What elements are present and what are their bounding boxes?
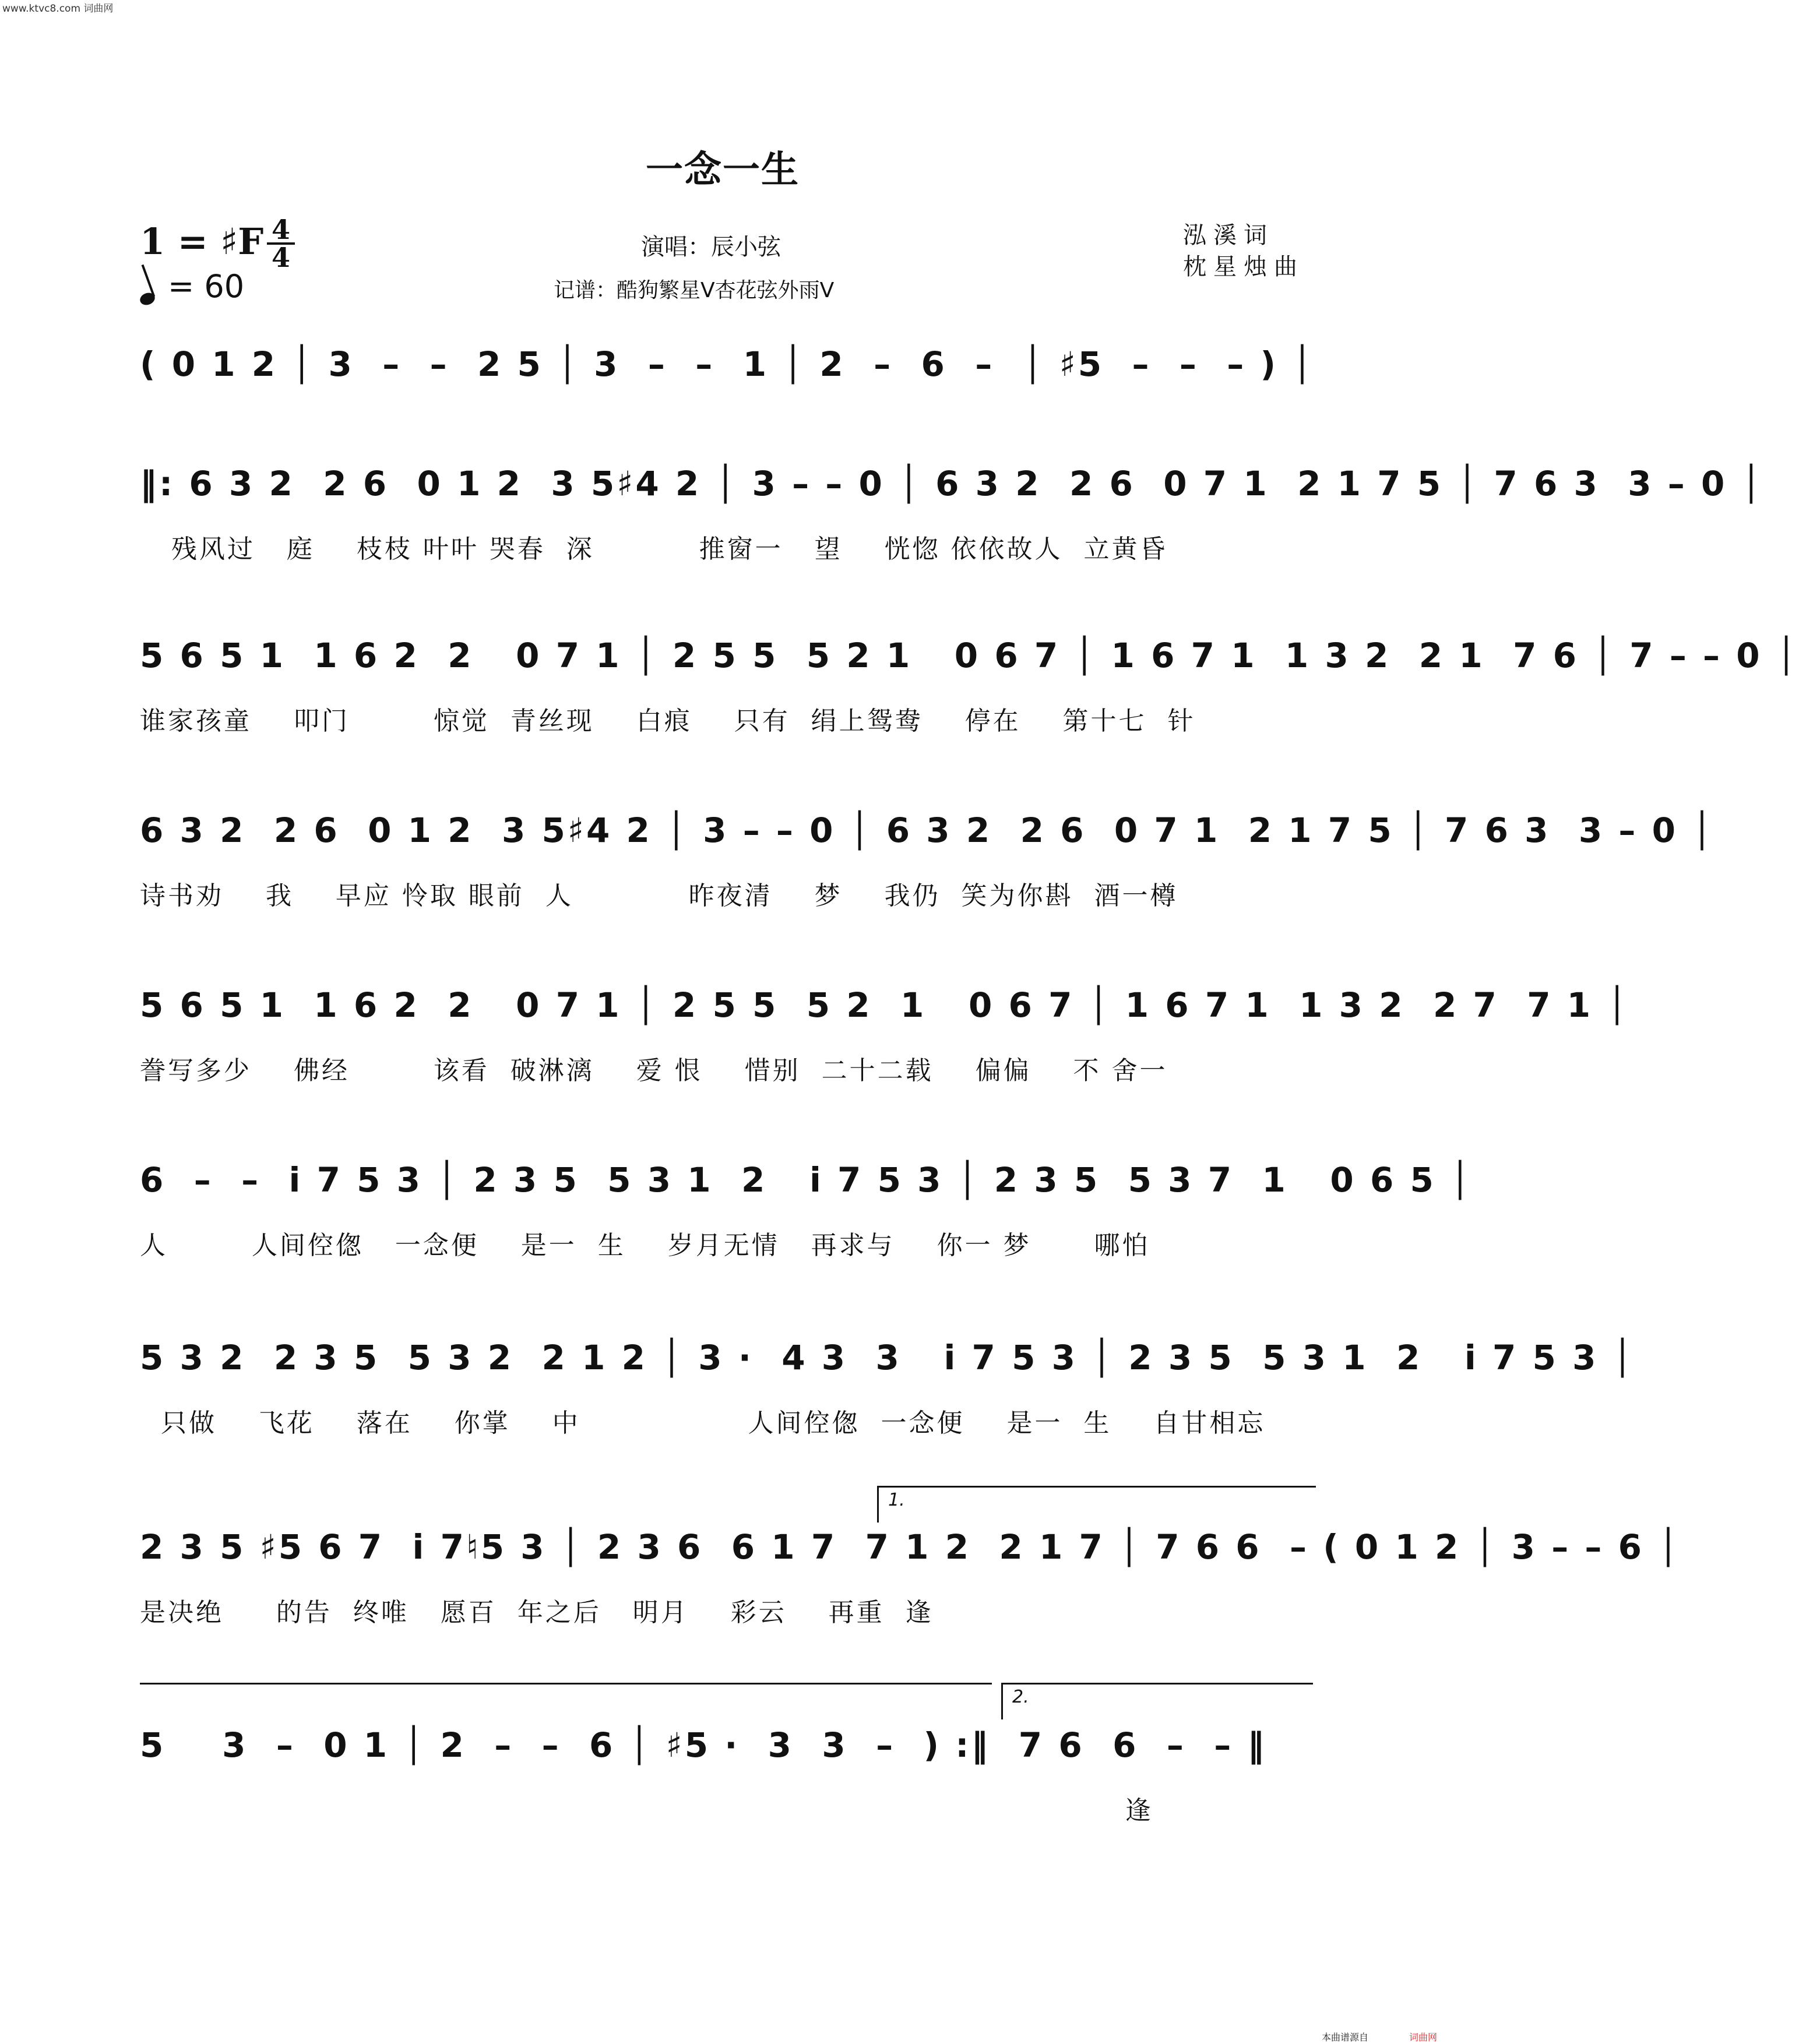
lyric-line: 誊写多少 佛经 该看 破淋漓 爱 恨 惜别 二十二载 偏偏 不 舍一: [140, 1056, 1168, 1086]
notation-line: 2 3 5 ♯5 6 7 i 7♮5 3 │ 2 3 6 6 1 7 7 1 2 2 1 7 │ 7 6 6 – ( 0 1 2 │ 3 – – 6 │: [140, 1527, 1681, 1567]
first-ending-continuation: [140, 1683, 992, 1684]
notation-line: 6 – – i 7 5 3 │ 2 3 5 5 3 1 2 i 7 5 3 │ 2 3 5 5 3 7 1 0 6 5 │: [140, 1160, 1473, 1200]
lyric-line: 诗书劝 我 早应 怜取 眼前 人 昨夜清 梦 我仍 笑为你斟 酒一樽: [140, 881, 1178, 911]
first-ending-bracket: [877, 1486, 1316, 1523]
composer-credit: 枕星烛曲: [1183, 253, 1304, 280]
tempo-value: = 60: [168, 268, 245, 305]
key-signature: 1 = ♯F: [140, 220, 264, 263]
singer-credit: 演唱：辰小弦: [641, 234, 781, 260]
notation-line: ‖: 6 3 2 2 6 0 1 2 3 5♯4 2 │ 3 – – 0 │ 6 3 2 2 6 0 7 1 2 1 7 5 │ 7 6 3 3 – 0 │: [140, 464, 1764, 503]
second-ending-bracket: [1001, 1683, 1313, 1719]
first-ending-label: 1.: [888, 1490, 905, 1510]
notation-line: 5 3 – 0 1 │ 2 – – 6 │ ♯5 · 3 3 – ) :‖ 7 6 6 – – ‖: [140, 1725, 1267, 1765]
meter-top: 4: [271, 214, 290, 245]
time-signature: [263, 214, 298, 273]
watermark-bottom-brand: 词曲网: [1409, 2032, 1438, 2043]
lyric-line: 逢: [140, 1796, 1153, 1825]
notation-line: ( 0 1 2 │ 3 – – 2 5 │ 3 – – 1 │ 2 – 6 – │ ♯5 – – – ) │: [140, 344, 1315, 384]
lyricist-credit: 泓溪词: [1183, 222, 1274, 249]
lyric-line: 残风过 庭 枝枝 叶叶 哭春 深 推窗一 望 恍惚 依依故人 立黄昏: [140, 534, 1168, 564]
quarter-note-icon: [138, 291, 156, 307]
second-ending-label: 2.: [1012, 1687, 1029, 1707]
notation-line: 5 6 5 1 1 6 2 2 0 7 1 │ 2 5 5 5 2 1 0 6 7 │ 1 6 7 1 1 3 2 2 1 7 6 │ 7 – – 0 │: [140, 636, 1799, 675]
lyric-line: 人 人间倥偬 一念便 是一 生 岁月无情 再求与 你一 梦 哪怕: [140, 1231, 1150, 1260]
meter-bottom: 4: [271, 242, 290, 273]
lyric-line: 只做 飞花 落在 你掌 中 人间倥偬 一念便 是一 生 自甘相忘: [140, 1408, 1266, 1438]
song-title: 一念一生: [646, 148, 800, 192]
tempo-marking: [140, 268, 244, 305]
notation-line: 5 6 5 1 1 6 2 2 0 7 1 │ 2 5 5 5 2 1 0 6 7 │ 1 6 7 1 1 3 2 2 7 7 1 │: [140, 985, 1630, 1025]
transcriber-credit: 记谱：酷狗繁星V杏花弦外雨V: [554, 279, 835, 302]
notation-line: 5 3 2 2 3 5 5 3 2 2 1 2 │ 3 · 4 3 3 i 7 5 3 │ 2 3 5 5 3 1 2 i 7 5 3 │: [140, 1338, 1635, 1377]
watermark-top: www.ktvc8.com 词曲网: [2, 3, 114, 15]
watermark-bottom: 本曲谱源自: [1322, 2032, 1369, 2043]
lyric-line: 谁家孩童 叩门 惊觉 青丝现 白痕 只有 绢上鸳鸯 停在 第十七 针: [140, 706, 1196, 736]
notation-line: 6 3 2 2 6 0 1 2 3 5♯4 2 │ 3 – – 0 │ 6 3 2 2 6 0 7 1 2 1 7 5 │ 7 6 3 3 – 0 │: [140, 810, 1715, 850]
lyric-line: 是决绝 的告 终唯 愿百 年之后 明月 彩云 再重 逢: [140, 1598, 934, 1627]
